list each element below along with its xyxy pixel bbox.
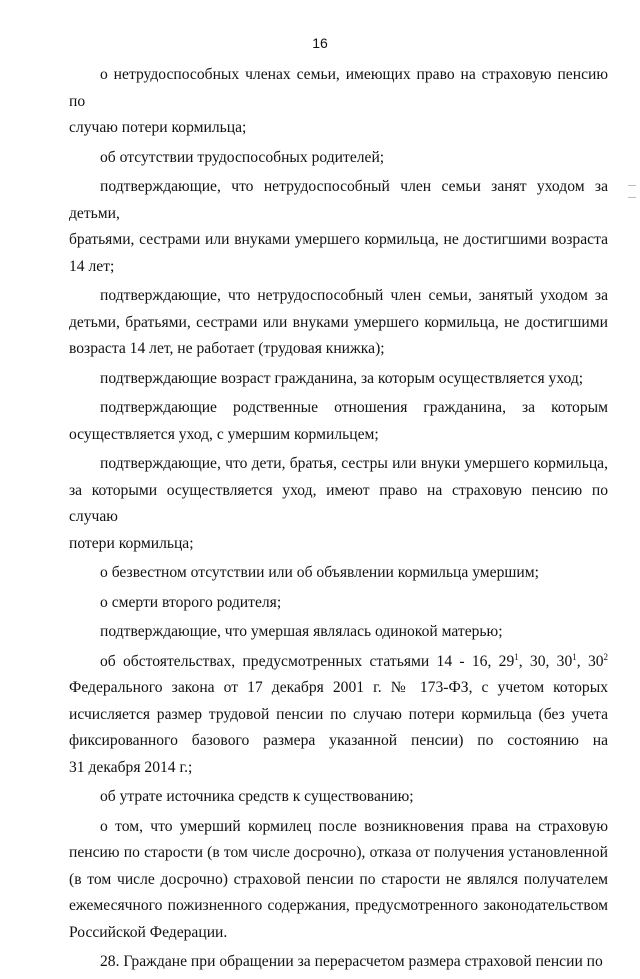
text-line: ежемесячного пожизненного содержания, предусмотренного законодательством: [69, 897, 608, 914]
paragraph: [69, 283, 608, 363]
text-line: исчисляется размер трудовой пенсии по случаю потери кормильца (без учета: [69, 705, 608, 723]
text-line: 28. Граждане при обращении за перерасчетом размера страховой пенсии по: [100, 953, 603, 970]
text-line: о том, что умерший кормилец после возникновения права на страховую: [100, 817, 608, 835]
scan-edge-mark: [628, 197, 636, 198]
text-line: Федерального закона от 17 декабря 2001 г. № 173-ФЗ, с учетом которых: [69, 679, 608, 696]
text-line: братьями, сестрами или внуками умершего кормильца, не достигшими возраста: [69, 231, 608, 248]
text-line: Российской Федерации.: [69, 923, 228, 941]
paragraph: [69, 949, 608, 976]
text-line: 31 декабря 2014 г.;: [69, 758, 193, 776]
text-line: о смерти второго родителя;: [100, 593, 282, 611]
text-line: возраста 14 лет, не работает (трудовая книжка);: [69, 340, 385, 357]
paragraph: [69, 366, 608, 393]
text-line: осуществляется уход, с умершим кормильцем;: [69, 425, 379, 443]
text-line: фиксированного базового размера указанной пенсии) по состоянию на: [69, 732, 608, 749]
paragraph: [69, 174, 608, 280]
text-line: о безвестном отсутствии или об объявлении кормильца умершим;: [100, 564, 539, 581]
text-line: 14 лет;: [69, 257, 115, 275]
paragraph: [69, 649, 608, 782]
paragraph: [69, 395, 608, 448]
text-line: подтверждающие родственные отношения гражданина, за которым: [100, 399, 608, 416]
paragraph: [69, 62, 608, 142]
text-line: потери кормильца;: [69, 534, 194, 552]
text-line: подтверждающие, что умершая являлась одинокой матерью;: [100, 623, 503, 640]
text-line: детьми, братьями, сестрами или внуками умершего кормильца, не достигшими: [69, 313, 608, 331]
text-line: за которыми осуществляется уход, имеют право на страховую пенсию по случаю: [69, 481, 608, 525]
paragraph: [69, 590, 608, 617]
paragraph: [69, 784, 608, 811]
paragraph: [69, 145, 608, 172]
text-line: подтверждающие возраст гражданина, за которым осуществляется уход;: [100, 369, 584, 387]
page-number: 16: [312, 35, 328, 51]
text-line: подтверждающие, что нетрудоспособный член семьи занят уходом за детьми,: [69, 178, 608, 222]
text-line: об утрате источника средств к существованию;: [100, 788, 414, 805]
paragraph: [69, 814, 608, 947]
text-line: об отсутствии трудоспособных родителей;: [100, 148, 385, 166]
text-line: подтверждающие, что дети, братья, сестры или внуки умершего кормильца,: [100, 455, 608, 472]
text-line: (в том числе досрочно) страховой пенсии по старости не являлся получателем: [69, 870, 608, 888]
text-line: подтверждающие, что нетрудоспособный член семьи, занятый уходом за: [100, 287, 608, 304]
paragraph: [69, 560, 608, 587]
scan-edge-mark: [628, 185, 636, 186]
paragraph: [69, 451, 608, 557]
text-line: о нетрудоспособных членах семьи, имеющих право на страховую пенсию по: [69, 66, 608, 110]
text-line: об обстоятельствах, предусмотренных статьями 14 - 16, $29^1$, 30, $30^1$, $30^2$: [100, 651, 609, 670]
paragraph: [69, 619, 608, 646]
text-line: пенсию по старости (в том числе досрочно), отказа от получения установленной: [69, 844, 608, 861]
document-body: [69, 62, 608, 979]
text-line: случаю потери кормильца;: [69, 119, 247, 136]
